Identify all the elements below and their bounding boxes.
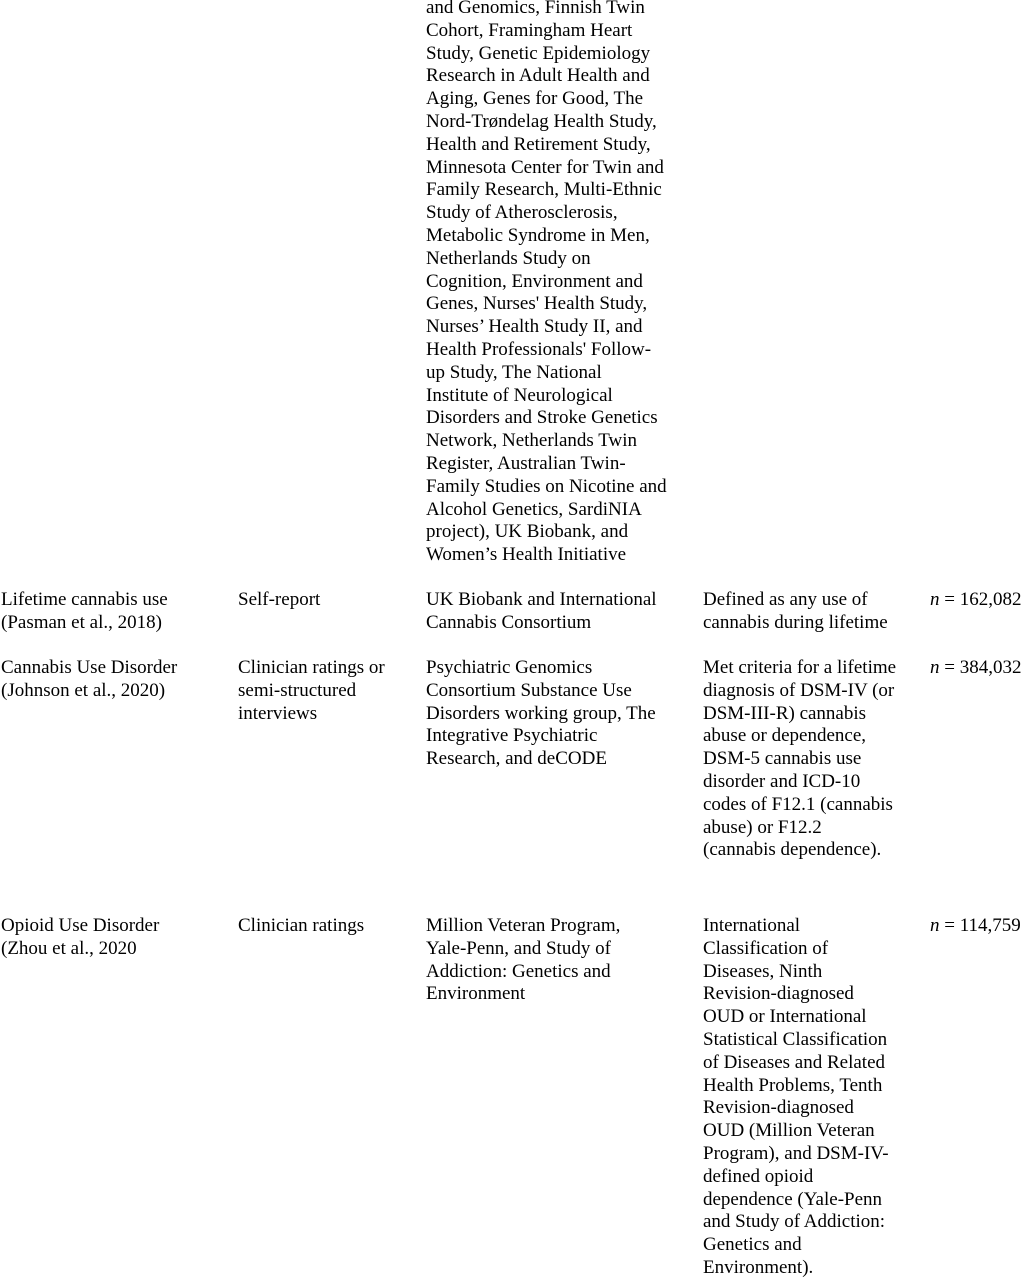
definition-cell: Met criteria for a lifetime diagnosis of DSM-IV (or DSM-III-R) cannabis abuse or dependence, DSM-5 cannabis use disorder and ICD-10 codes of F12.1 (cannabis abuse) or F12.2 (cannabis dependence). (703, 657, 897, 861)
assessment-cell: Self-report (238, 589, 321, 610)
definition-cell: Defined as any use of cannabis during lifetime (703, 589, 888, 633)
n-label: n (930, 915, 940, 936)
n-value: = 114,759 (939, 915, 1021, 936)
continued-samples-text: and Genomics, Finnish Twin Cohort, Framingham Heart Study, Genetic Epidemiology Research in Adult Health and Aging, Genes for Good, The Nord-Trøndelag Health Study, Health and Retirement Study, Minnesota Center for Twin and Family Research, Multi-Ethnic Study of Atherosclerosis, Metabolic Syndrome in Men, Netherlands Study on Cognition, Environment and Genes, Nurses' Health Study, Nurses’ Health Study II, and Health Professionals' Follow- up Study, The National Institute of Neurological Disorders and Stroke Genetics Network, Netherlands Twin Register, Australian Twin- Family Studies on Nicotine and Alcohol Genetics, SardiNIA project), UK Biobank, and Women’s Health Initiative (426, 0, 667, 566)
n-value: = 162,082 (939, 589, 1022, 610)
assessment-cell: Clinician ratings or semi-structured interviews (238, 657, 385, 724)
n-label: n (930, 657, 940, 678)
sample-size-cell (930, 589, 1029, 612)
sample-size-cell (930, 915, 1029, 938)
assessment-cell: Clinician ratings (238, 915, 365, 936)
n-value: = 384,032 (939, 657, 1022, 678)
phenotype-cell: Opioid Use Disorder (Zhou et al., 2020 (1, 915, 160, 959)
samples-cell: Million Veteran Program, Yale-Penn, and Study of Addiction: Genetics and Environment (426, 915, 621, 1005)
samples-cell: UK Biobank and International Cannabis Consortium (426, 589, 657, 633)
n-label: n (930, 589, 940, 610)
definition-cell: International Classification of Diseases, Ninth Revision-diagnosed OUD or International Statistical Classification of Diseases and Related Health Problems, Tenth Revision-diagnosed OUD (Million Veteran Program), and DSM-IV- defined opioid dependence (Yale-Penn and Study of Addiction: Genetics and Environment). (703, 915, 889, 1278)
phenotype-cell: Cannabis Use Disorder (Johnson et al., 2020) (1, 657, 178, 701)
samples-cell: Psychiatric Genomics Consortium Substance Use Disorders working group, The Integrative Psychiatric Research, and deCODE (426, 657, 656, 770)
sample-size-cell (930, 657, 1029, 680)
phenotype-cell: Lifetime cannabis use (Pasman et al., 2018) (1, 589, 168, 633)
